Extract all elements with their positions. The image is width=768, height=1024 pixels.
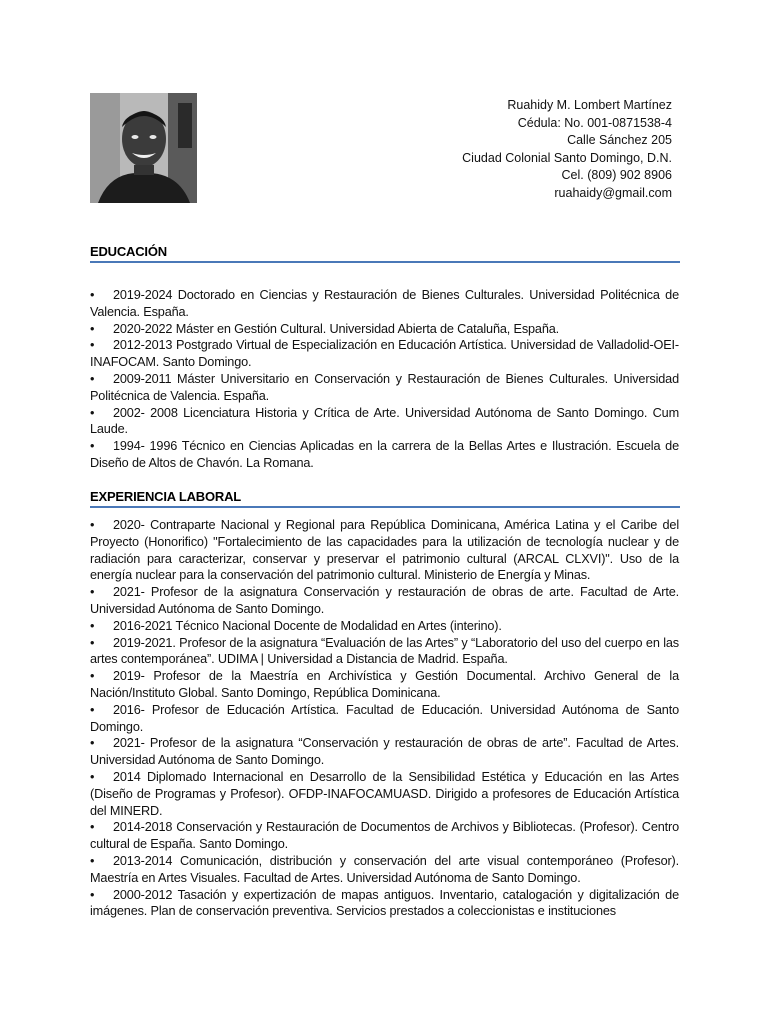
education-heading: EDUCACIÓN — [90, 244, 167, 259]
experience-item — [90, 584, 679, 618]
education-item-text: 2020-2022 Máster en Gestión Cultural. Universidad Abierta de Cataluña, España. — [113, 321, 560, 336]
experience-item — [90, 668, 679, 702]
experience-item — [90, 635, 679, 669]
experience-item-text: 2020- Contraparte Nacional y Regional para República Dominicana, América Latina y el Caribe del Proyecto (Honorifico) "Fortalecimiento de las capacidades para la utilización de tecnología nuclear y de radiación para caracterizar, conservar y preservar el patrimonio cultural (ARCAL CLXVI)". Uso de la energía nuclear para la conservación del patrimonio cultural. Ministerio de Energía y Minas. — [90, 518, 679, 583]
profile-photo — [90, 93, 197, 203]
experience-item-text: 2000-2012 Tasación y expertización de mapas antiguos. Inventario, catalogación y digitalización de imágenes. Plan de conservación preventiva. Servicios prestados a coleccionistas e instituciones — [90, 887, 679, 919]
experience-item — [90, 618, 679, 635]
bullet-icon: • — [90, 669, 95, 684]
education-item-text: 2012-2013 Postgrado Virtual de Especialización en Educación Artística. Universidad de Valladolid-OEI-INAFOCAM. Santo Domingo. — [90, 338, 679, 370]
experience-item — [90, 887, 679, 921]
bullet-icon: • — [90, 585, 95, 600]
education-list — [90, 287, 679, 472]
bullet-icon: • — [90, 702, 95, 717]
education-item-text: 1994- 1996 Técnico en Ciencias Aplicadas en la carrera de la Bellas Artes e Ilustración. Escuela de Diseño de Altos de Chavón. La Romana. — [90, 439, 679, 470]
education-divider — [90, 261, 680, 263]
contact-name: Ruahidy M. Lombert Martínez — [507, 98, 672, 112]
bullet-icon: • — [90, 820, 95, 835]
experience-item-text: 2013-2014 Comunicación, distribución y conservación del arte visual contemporáneo (Profesor). Maestría en Artes Visuales. Facultad de Artes. Universidad Autónoma de Santo Domingo. — [90, 853, 679, 885]
education-item-text: 2019-2024 Doctorado en Ciencias y Restauración de Bienes Culturales. Universidad Politécnica de Valencia. España. — [90, 288, 679, 319]
experience-item-text: 2016- Profesor de Educación Artística. Facultad de Educación. Universidad Autónoma de Santo Domingo. — [90, 702, 679, 734]
education-item — [90, 438, 679, 472]
education-item — [90, 371, 679, 405]
education-item — [90, 321, 679, 338]
contact-city: Ciudad Colonial Santo Domingo, D.N. — [462, 150, 672, 165]
experience-item — [90, 735, 679, 769]
experience-item — [90, 517, 679, 584]
experience-item-text: 2019- Profesor de la Maestría en Archivística y Gestión Documental. Archivo General de la Nación/Instituto Global. Santo Domingo, República Dominicana. — [90, 669, 679, 700]
bullet-icon: • — [90, 321, 95, 336]
experience-item-text: 2021- Profesor de la asignatura Conservación y restauración de obras de arte. Facultad de Arte. Universidad Autónoma de Santo Domingo. — [90, 585, 679, 616]
bullet-icon: • — [90, 288, 95, 302]
experience-item-text: 2019-2021. Profesor de la asignatura “Evaluación de las Artes” y “Laboratorio del uso del cuerpo en las artes contemporánea”. UDIMA | Universidad a Distancia de Madrid. España. — [90, 635, 679, 667]
experience-item — [90, 853, 679, 887]
contact-cedula: Cédula: No. 001-0871538-4 — [517, 115, 672, 130]
bullet-icon: • — [90, 405, 95, 420]
experience-item-text: 2014-2018 Conservación y Restauración de Documentos de Archivos y Bibliotecas. (Profesor). Centro cultural de España. Santo Domingo. — [90, 820, 679, 852]
education-item — [90, 405, 679, 439]
bullet-icon: • — [90, 439, 95, 454]
education-item — [90, 287, 679, 321]
experience-item — [90, 702, 679, 736]
bullet-icon: • — [90, 769, 95, 784]
experience-item — [90, 819, 679, 853]
experience-divider — [90, 506, 680, 508]
bullet-icon: • — [90, 618, 95, 633]
education-item-text: 2002- 2008 Licenciatura Historia y Crítica de Arte. Universidad Autónoma de Santo Domingo. Cum Laude. — [90, 405, 679, 437]
bullet-icon: • — [90, 518, 95, 532]
experience-item — [90, 769, 679, 819]
contact-phone: Cel. (809) 902 8906 — [561, 168, 672, 182]
contact-street: Calle Sánchez 205 — [567, 133, 672, 147]
bullet-icon: • — [90, 338, 95, 353]
education-item-text: 2009-2011 Máster Universitario en Conservación y Restauración de Bienes Culturales. Universidad Politécnica de Valencia. España. — [90, 371, 679, 403]
experience-list — [90, 517, 679, 920]
bullet-icon: • — [90, 371, 95, 386]
experience-item-text: 2021- Profesor de la asignatura “Conservación y restauración de obras de arte”. Facultad de Artes. Universidad Autónoma de Santo Domingo. — [90, 736, 679, 768]
experience-item-text: 2014 Diplomado Internacional en Desarrollo de la Sensibilidad Estética y Educación en las Artes (Diseño de Programas y Profesor). OFDP-INAFOCAMUASD. Dirigido a profesores de Educación Artística del MINERD. — [90, 769, 679, 818]
experience-heading: EXPERIENCIA LABORAL — [90, 489, 242, 504]
bullet-icon: • — [90, 853, 95, 868]
bullet-icon: • — [90, 635, 95, 650]
contact-email[interactable]: ruahaidy@gmail.com — [554, 185, 672, 200]
contact-block — [462, 97, 672, 202]
bullet-icon: • — [90, 736, 95, 751]
education-item — [90, 337, 679, 371]
experience-item-text: 2016-2021 Técnico Nacional Docente de Modalidad en Artes (interino). — [113, 618, 502, 633]
bullet-icon: • — [90, 887, 95, 902]
